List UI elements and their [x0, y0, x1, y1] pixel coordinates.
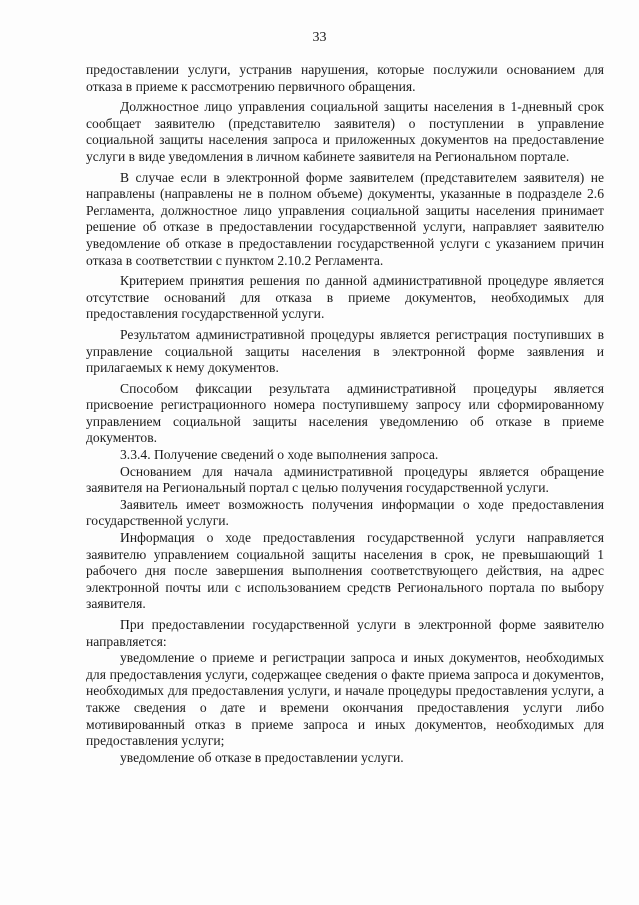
paragraph: Должностное лицо управления социальной защиты населения в 1-дневный срок сообщает заявителю (представителю заявителя) о поступлении в управление социальной защиты населения запроса и приложенных документов на предоставление услуги в виде уведомления в личном кабинете заявителя на Региональном портале. [86, 99, 604, 164]
paragraph: предоставлении услуги, устранив нарушения, которые послужили основанием для отказа в приеме к рассмотрению первичного обращения. [86, 62, 604, 94]
list-item: уведомление о приеме и регистрации запроса и иных документов, необходимых для предоставления услуги, содержащее сведения о факте приема запроса и документов, необходимых для предоставления услуги, и начале процедуры предоставления услуги, а также сведения о дате и времени окончания предоставления услуги либо мотивированный отказ в приеме запроса и иных документов, необходимых для предоставления услуги; [86, 650, 604, 749]
paragraph: Способом фиксации результата административной процедуры является присвоение регистрационного номера поступившему запросу или сформированному управлением социальной защиты населения уведомлению об отказе в приеме документов. [86, 380, 604, 446]
paragraph: Результатом административной процедуры является регистрация поступивших в управление социальной защиты населения в электронной форме заявления и прилагаемых к нему документов. [86, 326, 604, 376]
paragraph: Заявитель имеет возможность получения информации о ходе предоставления государственной услуги. [86, 496, 604, 529]
list-item: уведомление об отказе в предоставлении услуги. [120, 749, 404, 765]
paragraph: Основанием для начала административной процедуры является обращение заявителя на Региональный портал с целью получения государственной услуги. [86, 463, 604, 496]
paragraph: Критерием принятия решения по данной административной процедуре является отсутствие оснований для отказа в приеме документов, необходимых для предоставления государственной услуги. [86, 273, 604, 322]
page-number: 33 [312, 30, 327, 45]
document-body [86, 62, 604, 766]
section-heading: 3.3.4. Получение сведений о ходе выполнения запроса. [120, 447, 439, 463]
paragraph: При предоставлении государственной услуги в электронной форме заявителю направляется: [86, 617, 604, 649]
paragraph: Информация о ходе предоставления государственной услуги направляется заявителю управлением социальной защиты населения в срок, не превышающий 1 рабочего дня после завершения выполнения соответствующего действия, на адрес электронной почты или с использованием средств Регионального портала по выбору заявителя. [86, 530, 604, 612]
paragraph: В случае если в электронной форме заявителем (представителем заявителя) не направлены (направлены не в полном объеме) документы, указанные в подразделе 2.6 Регламента, должностное лицо управления социальной защиты населения принимает решение об отказе в предоставлении государственной услуги, направляет заявителю уведомление об отказе в предоставлении государственной услуги с указанием причин отказа в соответствии с пунктом 2.10.2 Регламента. [86, 169, 604, 268]
